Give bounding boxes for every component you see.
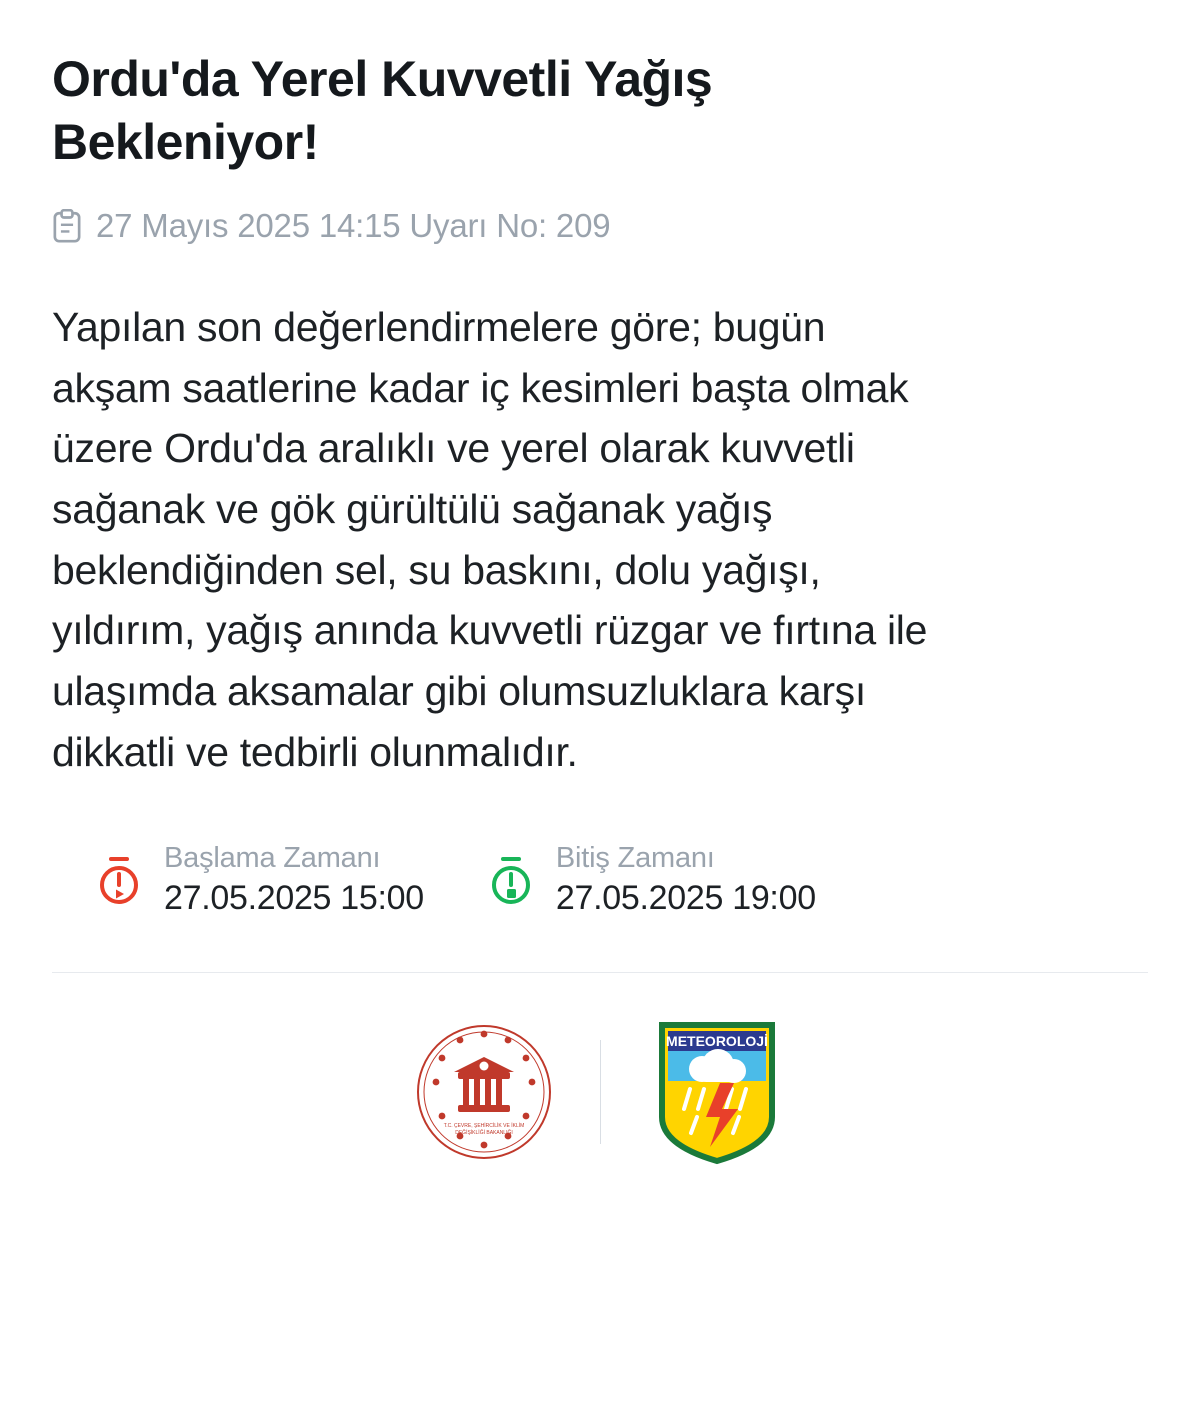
footer-logos bbox=[52, 1017, 1148, 1167]
svg-text:METEOROLOJİ: METEOROLOJİ bbox=[665, 1033, 768, 1050]
page-title: Ordu'da Yerel Kuvvetli Yağış Bekleniyor! bbox=[52, 51, 713, 170]
ministry-logo bbox=[414, 1017, 554, 1167]
timer-stop-icon bbox=[484, 853, 538, 907]
start-time-value: 27.05.2025 15:00 bbox=[164, 879, 424, 918]
end-time-labels bbox=[556, 842, 816, 918]
start-time-labels bbox=[164, 842, 424, 918]
footer-divider bbox=[52, 972, 1148, 973]
end-time-block bbox=[484, 842, 816, 918]
end-time-value: 27.05.2025 19:00 bbox=[555, 879, 816, 918]
svg-text:DEĞİŞİKLİĞİ BAKANLIĞI: DEĞİŞİKLİĞİ BAKANLIĞI bbox=[454, 1130, 513, 1137]
end-time-label: Bitiş Zamanı bbox=[555, 842, 715, 875]
meteoroloji-logo bbox=[647, 1017, 787, 1167]
clipboard-icon bbox=[52, 209, 82, 243]
start-time-block bbox=[92, 842, 424, 918]
meta-row bbox=[52, 207, 1148, 245]
logo-separator bbox=[600, 1040, 601, 1144]
warning-meta-text: 27 Mayıs 2025 14:15 Uyarı No: 209 bbox=[96, 207, 611, 244]
timer-start-icon bbox=[92, 853, 146, 907]
svg-text:T.C. ÇEVRE, ŞEHİRCİLİK VE İKLİ: T.C. ÇEVRE, ŞEHİRCİLİK VE İKLİM bbox=[443, 1123, 524, 1130]
time-range bbox=[52, 842, 1148, 918]
warning-body: Yapılan son değerlendirmelere göre; bugün akşam saatlerine kadar iç kesimleri başta olmak üzere Ordu'da aralıklı ve yerel olarak kuvvetli sağanak ve gök gürültülü sağanak yağış beklendiğinden sel, su baskını, dolu yağışı, yıldırım, yağış anında kuvvetli rüzgar ve fırtına ile ulaşımda aksamalar gibi olumsuzluklara karşı dikkatli ve tedbirli olunmalıdır. bbox=[52, 304, 939, 775]
start-time-label: Başlama Zamanı bbox=[164, 842, 381, 875]
